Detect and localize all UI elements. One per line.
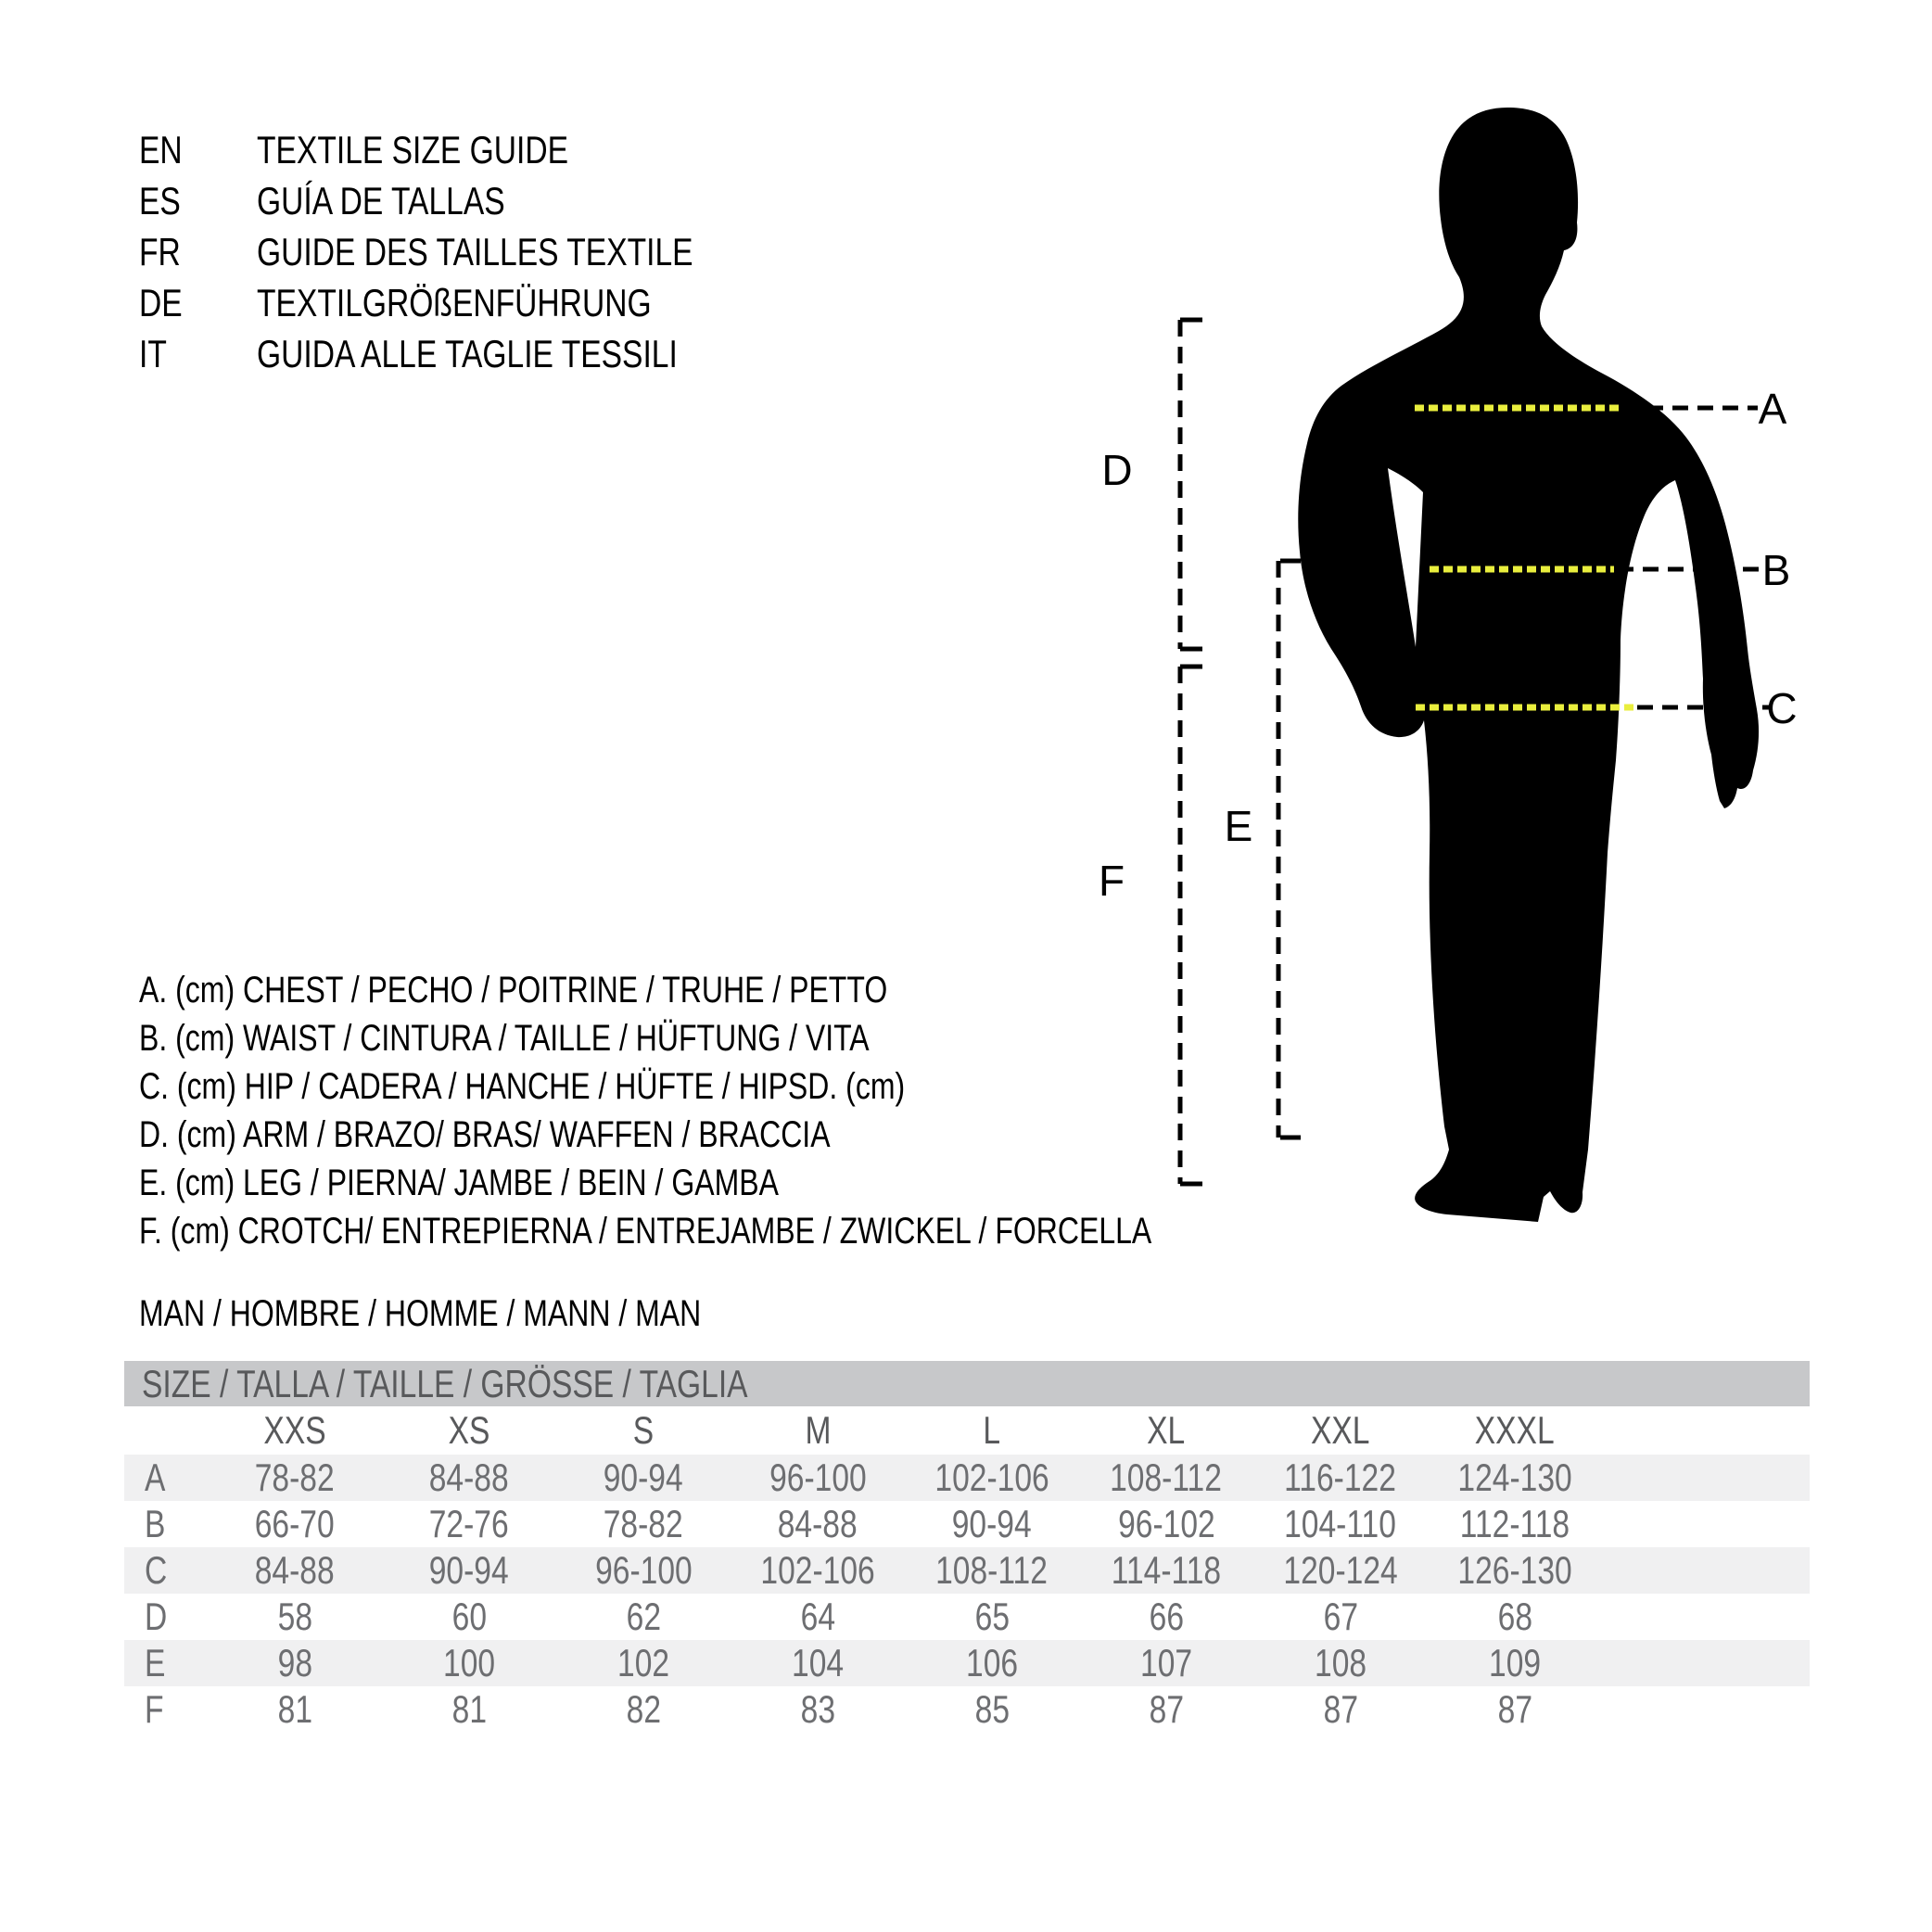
table-cell-text: 87 (1497, 1687, 1532, 1731)
table-cell-text: 104 (791, 1641, 845, 1684)
table-cell-text: 102 (616, 1641, 670, 1684)
table-cell (1428, 1501, 1602, 1547)
size-column-header-text: S (632, 1408, 655, 1452)
table-cell-text: 85 (974, 1687, 1010, 1731)
table-cell-text: 65 (974, 1595, 1010, 1638)
table-cell-text: 102-106 (760, 1548, 875, 1592)
size-table (124, 1361, 1810, 1733)
table-cell (1253, 1594, 1428, 1640)
table-cell (905, 1501, 1079, 1547)
table-cell-text: 108-112 (1110, 1455, 1223, 1499)
table-cell (556, 1547, 731, 1594)
size-column-header (905, 1406, 1079, 1455)
table-row (124, 1594, 1810, 1640)
table-cell (382, 1501, 556, 1547)
table-row (124, 1501, 1810, 1547)
table-cell (905, 1686, 1079, 1733)
table-cell-text: 84-88 (778, 1502, 858, 1545)
table-cell (731, 1640, 905, 1686)
size-column-header-text: XXXL (1475, 1408, 1555, 1452)
table-cell-text: 67 (1323, 1595, 1358, 1638)
table-cell-text: 126-130 (1457, 1548, 1572, 1592)
table-cell-text: 81 (277, 1687, 312, 1731)
table-cell (1428, 1686, 1602, 1733)
table-cell (1428, 1594, 1602, 1640)
table-cell-text: 96-100 (594, 1548, 693, 1592)
language-code-text: DE (139, 280, 183, 324)
table-cell-text: 62 (626, 1595, 661, 1638)
table-cell (382, 1455, 556, 1501)
table-row (124, 1640, 1810, 1686)
table-row (124, 1686, 1810, 1733)
size-column-header (208, 1406, 382, 1455)
crotch-label: F (1098, 857, 1125, 905)
table-cell (208, 1686, 382, 1733)
language-code-text: ES (139, 178, 181, 222)
table-cell (382, 1686, 556, 1733)
table-cell-text: 58 (277, 1595, 312, 1638)
table-row-label (124, 1594, 208, 1640)
size-column-header (1253, 1406, 1428, 1455)
size-column-header-text: XXL (1311, 1408, 1370, 1452)
table-cell-text: 84-88 (429, 1455, 509, 1499)
table-cell (731, 1501, 905, 1547)
legend-line-text: D. (cm) ARM / BRAZO/ BRAS/ WAFFEN / BRACCIA (139, 1113, 831, 1155)
table-cell-text: 78-82 (604, 1502, 683, 1545)
language-title: GUIDA ALLE TAGLIE TESSILI (257, 331, 678, 375)
table-cell (1079, 1594, 1253, 1640)
table-cell (905, 1594, 1079, 1640)
table-cell-text: 108-112 (935, 1548, 1049, 1592)
size-table-title: SIZE / TALLA / TAILLE / GRÖSSE / TAGLIA (142, 1361, 748, 1405)
table-cell (1253, 1501, 1428, 1547)
table-row-label (124, 1501, 208, 1547)
table-row-label-text: C (145, 1548, 168, 1592)
table-cell-text: 68 (1497, 1595, 1532, 1638)
table-row-label-text: F (145, 1687, 164, 1731)
table-cell (556, 1640, 731, 1686)
table-cell-text: 90-94 (604, 1455, 683, 1499)
table-cell (1428, 1640, 1602, 1686)
language-title: TEXTILE SIZE GUIDE (257, 127, 569, 172)
legend-line-text: C. (cm) HIP / CADERA / HANCHE / HÜFTE / HIPSD. (cm) (139, 1065, 906, 1107)
table-cell (1079, 1547, 1253, 1594)
table-cell (731, 1547, 905, 1594)
table-row (124, 1455, 1810, 1501)
category-text: MAN / HOMBRE / HOMME / MANN / MAN (139, 1293, 702, 1334)
language-code-text: FR (139, 229, 181, 273)
hip-label: C (1766, 684, 1798, 732)
table-cell-text: 82 (626, 1687, 661, 1731)
legend-line (139, 1207, 1405, 1255)
table-cell-text: 87 (1323, 1687, 1358, 1731)
table-cell-text: 96-102 (1117, 1502, 1215, 1545)
size-column-header (382, 1406, 556, 1455)
table-cell (905, 1455, 1079, 1501)
table-cell (1428, 1455, 1602, 1501)
leg-label: E (1224, 802, 1253, 850)
legend-line (139, 1111, 1405, 1159)
table-cell (382, 1640, 556, 1686)
table-cell-text: 83 (800, 1687, 835, 1731)
legend-line-text: E. (cm) LEG / PIERNA/ JAMBE / BEIN / GAMBA (139, 1162, 779, 1203)
table-row-label-text: D (145, 1595, 168, 1638)
table-cell-text: 87 (1149, 1687, 1184, 1731)
language-title: GUIDE DES TAILLES TEXTILE (257, 229, 693, 273)
table-cell (556, 1455, 731, 1501)
legend-line (139, 1062, 1405, 1111)
measurement-legend (139, 966, 1405, 1255)
table-cell (208, 1640, 382, 1686)
size-column-header-text: XXS (263, 1408, 326, 1452)
table-row (124, 1547, 1810, 1594)
table-cell-text: 112-118 (1459, 1502, 1570, 1545)
table-cell-text: 81 (451, 1687, 487, 1731)
table-cell (905, 1640, 1079, 1686)
table-cell (382, 1594, 556, 1640)
table-row-label-text: B (145, 1502, 166, 1545)
table-cell (208, 1455, 382, 1501)
table-cell-text: 106 (965, 1641, 1019, 1684)
language-code-text: EN (139, 127, 183, 172)
table-cell-text: 66 (1149, 1595, 1184, 1638)
size-column-header-text: L (983, 1408, 1001, 1452)
table-cell-text: 60 (451, 1595, 487, 1638)
table-cell-text: 72-76 (429, 1502, 509, 1545)
table-cell-text: 104-110 (1284, 1502, 1397, 1545)
table-cell-text: 66-70 (255, 1502, 335, 1545)
legend-line (139, 966, 1405, 1014)
table-cell (382, 1547, 556, 1594)
table-cell-text: 124-130 (1457, 1455, 1572, 1499)
table-cell (731, 1594, 905, 1640)
size-column-header (556, 1406, 731, 1455)
category-line (139, 1289, 842, 1340)
table-cell-text: 100 (442, 1641, 496, 1684)
table-cell (1079, 1501, 1253, 1547)
size-column-header-text: XS (448, 1408, 490, 1452)
legend-line (139, 1014, 1405, 1062)
size-column-header-row (124, 1406, 1810, 1455)
language-title: TEXTILGRÖßENFÜHRUNG (257, 280, 652, 324)
table-row-label (124, 1686, 208, 1733)
table-cell-text: 114-118 (1111, 1548, 1222, 1592)
table-row-label (124, 1640, 208, 1686)
table-cell (731, 1455, 905, 1501)
table-cell (1253, 1547, 1428, 1594)
table-cell-text: 108 (1314, 1641, 1367, 1684)
table-cell-text: 107 (1139, 1641, 1193, 1684)
size-column-header (1079, 1406, 1253, 1455)
table-cell (1253, 1640, 1428, 1686)
legend-line-text: F. (cm) CROTCH/ ENTREPIERNA / ENTREJAMBE / ZWICKEL / FORCELLA (139, 1210, 1152, 1252)
table-cell-text: 96-100 (769, 1455, 867, 1499)
size-table-rows (124, 1455, 1810, 1733)
legend-line (139, 1159, 1405, 1207)
table-cell-text: 84-88 (255, 1548, 335, 1592)
waist-label: B (1761, 546, 1791, 594)
table-row-label-text: E (145, 1641, 166, 1684)
legend-line-text: A. (cm) CHEST / PECHO / POITRINE / TRUHE / PETTO (139, 969, 888, 1010)
table-cell (1253, 1686, 1428, 1733)
language-code-text: IT (139, 331, 167, 375)
size-table-title-bar (124, 1361, 1810, 1406)
size-column-header-text: XL (1147, 1408, 1186, 1452)
size-column-header (731, 1406, 905, 1455)
table-cell (208, 1501, 382, 1547)
size-column-header (1428, 1406, 1602, 1455)
table-row-label (124, 1547, 208, 1594)
table-cell-text: 78-82 (255, 1455, 335, 1499)
table-cell (731, 1686, 905, 1733)
table-cell (1079, 1640, 1253, 1686)
table-cell (208, 1594, 382, 1640)
table-cell (556, 1501, 731, 1547)
legend-line-text: B. (cm) WAIST / CINTURA / TAILLE / HÜFTUNG / VITA (139, 1017, 870, 1059)
table-row-label-text: A (145, 1455, 166, 1499)
table-cell (208, 1547, 382, 1594)
table-cell (1428, 1547, 1602, 1594)
table-cell (556, 1686, 731, 1733)
table-row-label (124, 1455, 208, 1501)
table-cell (905, 1547, 1079, 1594)
table-cell-text: 120-124 (1283, 1548, 1398, 1592)
size-column-header-text: M (805, 1408, 831, 1452)
chest-label: A (1758, 385, 1787, 433)
table-cell-text: 109 (1488, 1641, 1542, 1684)
table-cell (1253, 1455, 1428, 1501)
table-cell-text: 98 (277, 1641, 312, 1684)
language-title: GUÍA DE TALLAS (257, 178, 505, 222)
arm-label: D (1101, 446, 1133, 494)
table-cell-text: 64 (800, 1595, 835, 1638)
table-cell-text: 116-122 (1284, 1455, 1397, 1499)
table-cell-text: 90-94 (429, 1548, 509, 1592)
table-cell (1079, 1686, 1253, 1733)
table-cell (556, 1594, 731, 1640)
table-cell-text: 102-106 (934, 1455, 1049, 1499)
table-cell (1079, 1455, 1253, 1501)
table-cell-text: 90-94 (952, 1502, 1032, 1545)
